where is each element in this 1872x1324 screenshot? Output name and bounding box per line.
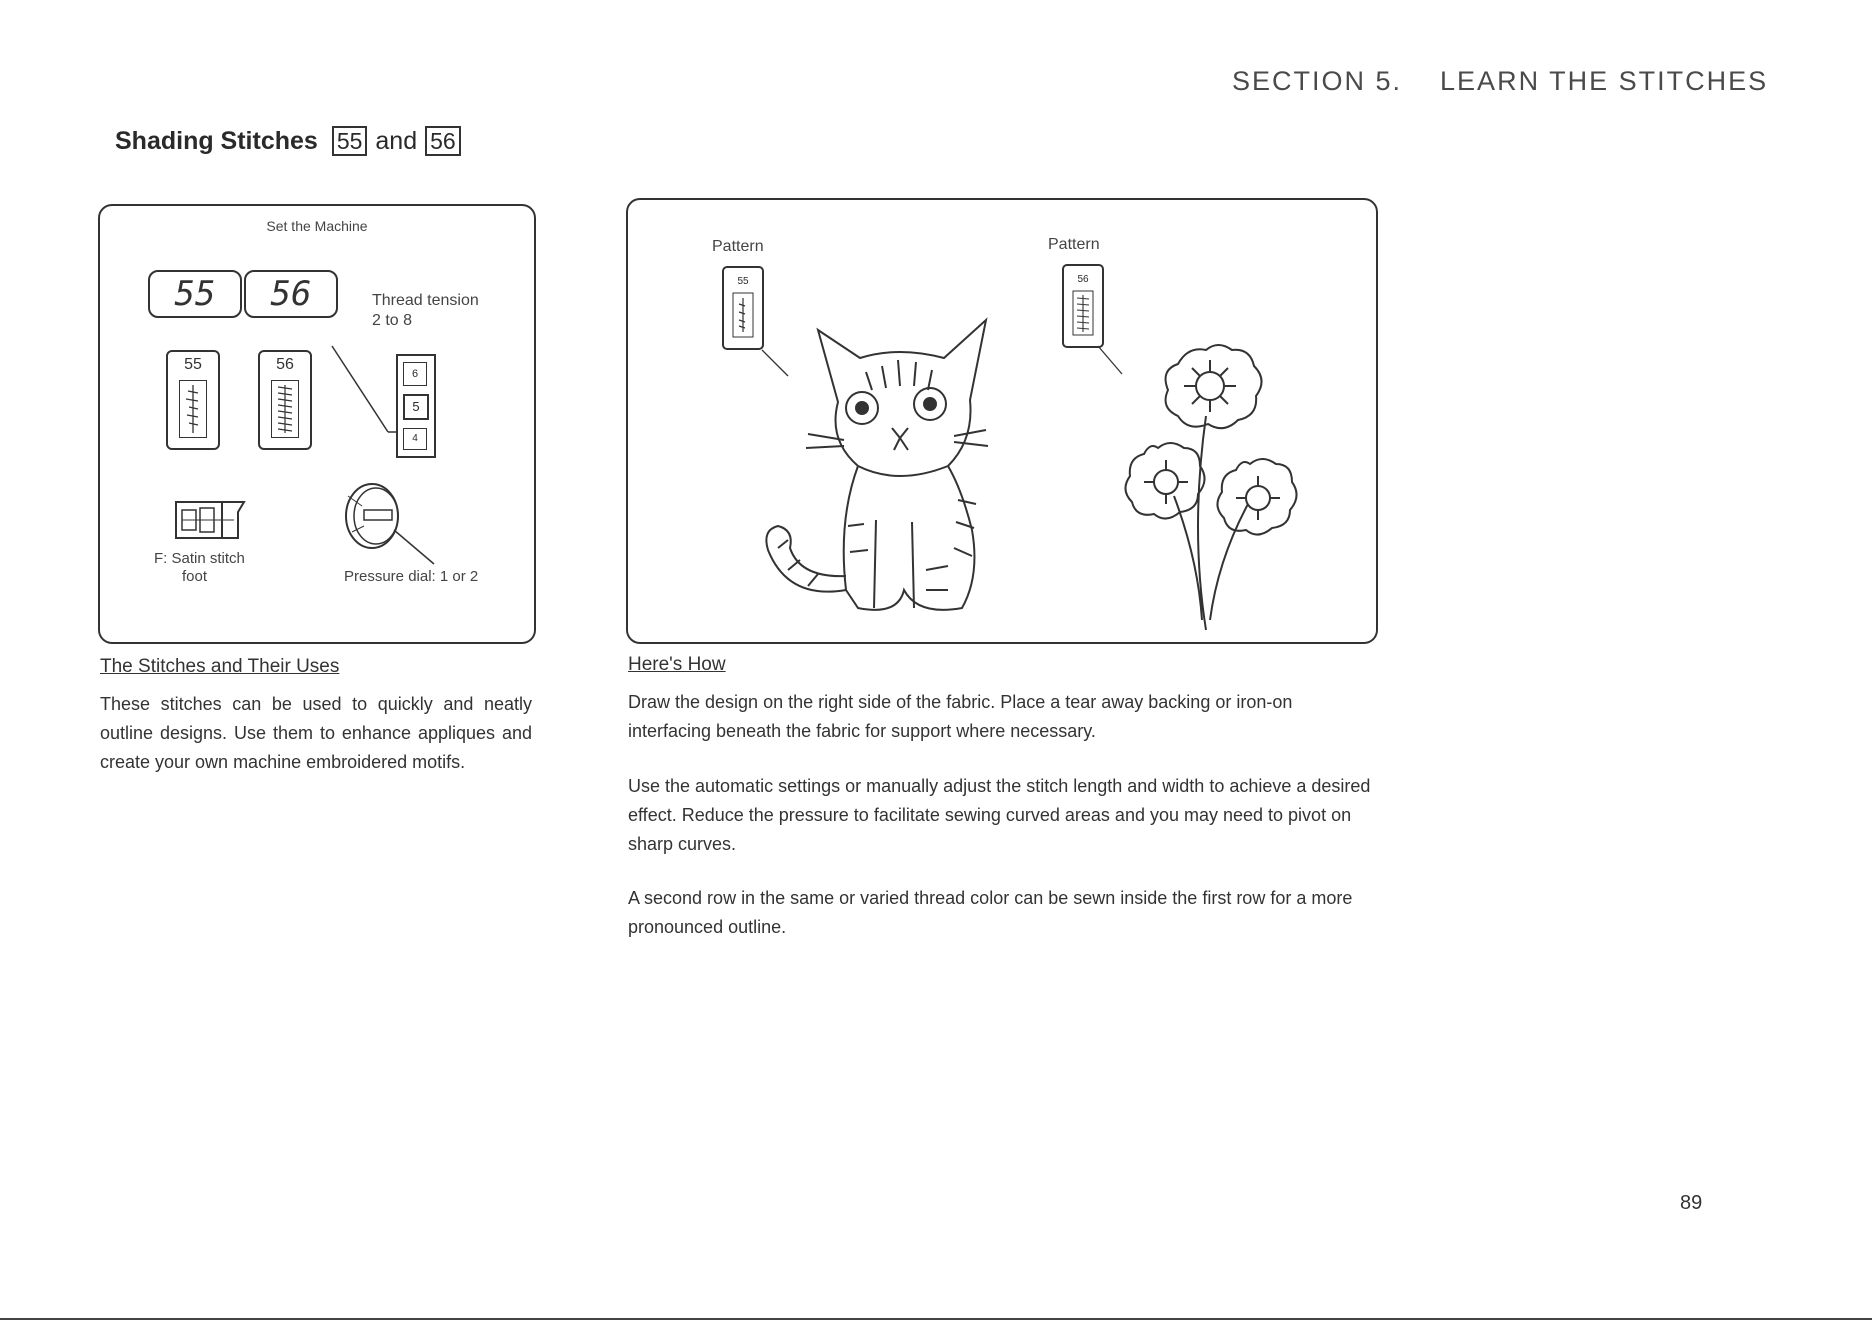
- title-connector: and: [375, 126, 418, 155]
- stitch-pattern-56-icon: [272, 381, 298, 437]
- page-title: [115, 126, 463, 156]
- uses-heading: The Stitches and Their Uses: [100, 656, 340, 677]
- stitch-window-55: [179, 380, 207, 438]
- pattern-illustration-panel: [626, 198, 1378, 644]
- how-paragraph-2: Use the automatic settings or manually adjust the stitch length and width to achieve a desired effect. Reduce the pressure to facilitate sewing curved areas and you may need to pivot on sharp curves.: [628, 776, 1371, 854]
- satin-stitch-foot-icon: [174, 496, 254, 546]
- title-prefix: Shading Stitches: [115, 126, 318, 155]
- pattern-key-56-stitch-icon: [1072, 290, 1094, 336]
- pattern-button-55-label: 55: [184, 356, 202, 373]
- pattern-key-55-label: 55: [737, 276, 749, 287]
- pattern-label-55: Pattern: [712, 238, 764, 255]
- machine-panel-title: Set the Machine: [266, 218, 368, 234]
- section-header: [1232, 66, 1768, 97]
- pattern-button-55: [166, 350, 220, 450]
- kitten-embroidery-icon: [748, 290, 1068, 630]
- how-paragraph-3: A second row in the same or varied thread color can be sewn inside the first row for a more pronounced outline.: [628, 888, 1353, 937]
- thread-tension-label: Thread tension: [372, 292, 479, 309]
- pattern-label-56: Pattern: [1048, 236, 1100, 253]
- pattern-key-56-label: 56: [1077, 274, 1089, 285]
- tension-dial-mark-5: 5: [403, 394, 429, 420]
- pressure-dial-label: Pressure dial: 1 or 2: [344, 568, 479, 585]
- thread-tension-value: 2 to 8: [372, 312, 413, 329]
- stitch-number-55: 55: [332, 126, 368, 156]
- stitch-number-56: 56: [425, 126, 461, 156]
- display-55: 55: [148, 270, 242, 318]
- tension-dial: [396, 354, 436, 458]
- section-number: SECTION 5.: [1232, 66, 1403, 96]
- pattern-button-56-label: 56: [276, 356, 294, 373]
- flowers-embroidery-icon: [1098, 330, 1358, 630]
- foot-label-line2: foot: [182, 568, 208, 585]
- section-title: LEARN THE STITCHES: [1440, 66, 1769, 96]
- page-number: 89: [1680, 1192, 1703, 1214]
- uses-text: These stitches can be used to quickly and neatly outline designs. Use them to enhance appliques and create your own machine embroidered motifs.: [100, 694, 532, 772]
- stitch-window-56: [271, 380, 299, 438]
- tension-dial-mark-6: 6: [403, 362, 427, 386]
- tension-dial-mark-4: 4: [403, 428, 427, 450]
- bottom-rule: [0, 1318, 1872, 1320]
- stitch-pattern-55-icon: [180, 381, 206, 437]
- foot-label-line1: F: Satin stitch: [154, 550, 245, 567]
- how-paragraph-1: Draw the design on the right side of the fabric. Place a tear away backing or iron-on interfacing beneath the fabric for support where necessary.: [628, 692, 1293, 741]
- display-56: 56: [244, 270, 338, 318]
- pattern-button-56: [258, 350, 312, 450]
- machine-settings-panel: [98, 204, 536, 644]
- how-heading: Here's How: [628, 654, 726, 675]
